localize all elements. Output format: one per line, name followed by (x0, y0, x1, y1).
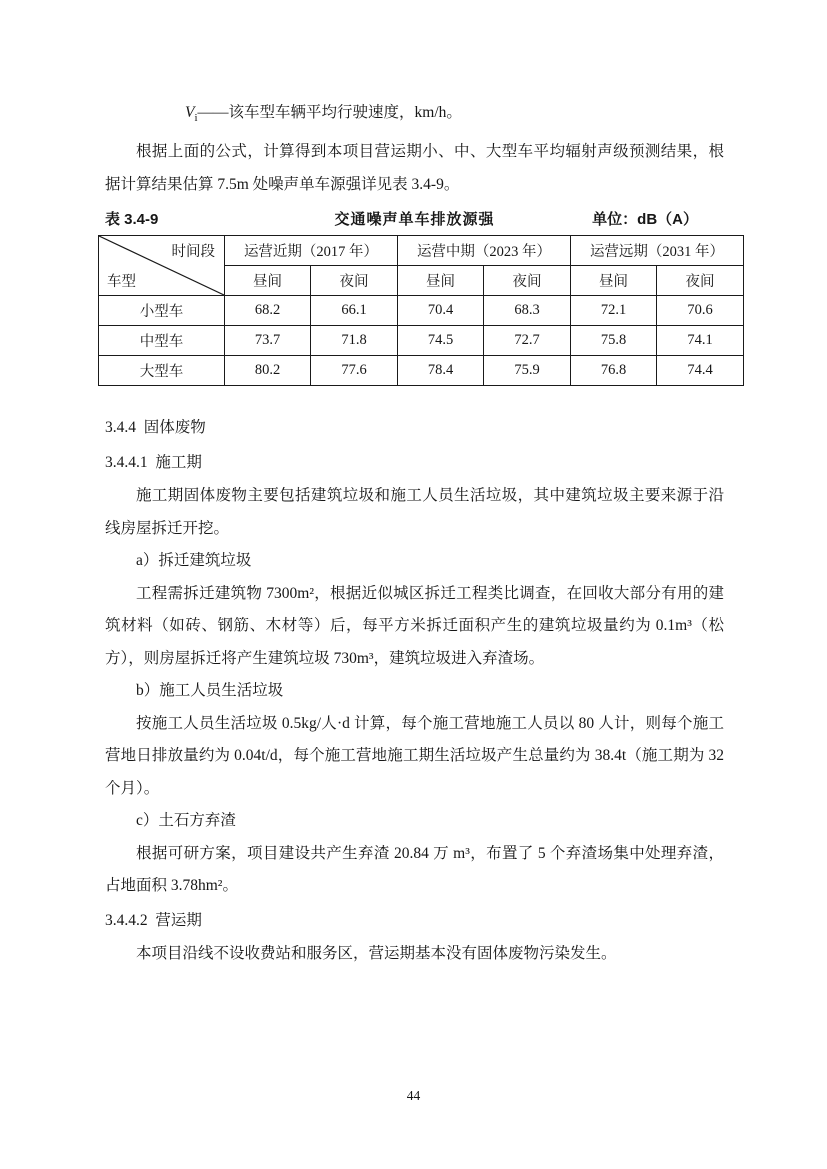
table-caption-label: 表 3.4-9 (105, 211, 159, 229)
table-cell: 74.4 (657, 356, 744, 386)
table-cell: 74.1 (657, 326, 744, 356)
page-number: 44 (406, 1088, 421, 1103)
table-cell: 74.5 (398, 326, 484, 356)
corner-label-vehicle-type: 车型 (107, 274, 136, 291)
table-cell: 75.8 (571, 326, 657, 356)
subheader-night: 夜间 (311, 266, 398, 296)
subheader-day: 昼间 (398, 266, 484, 296)
subheader-day: 昼间 (225, 266, 311, 296)
noise-source-table (98, 235, 744, 386)
corner-header-cell (99, 236, 225, 296)
table-row (99, 356, 744, 386)
table-cell: 72.7 (484, 326, 571, 356)
table-row (99, 326, 744, 356)
table-cell: 70.6 (657, 296, 744, 326)
row-label-medium-vehicle: 中型车 (99, 326, 225, 356)
item-c-paragraph: 根据可研方案，项目建设共产生弃渣 20.84 万 m³，布置了 5 个弃渣场集中处理弃渣，占地面积 3.78hm²。 (105, 844, 724, 895)
subheader-night: 夜间 (657, 266, 744, 296)
table-unit-label: 单位：dB（A） (592, 211, 698, 229)
table-cell: 66.1 (311, 296, 398, 326)
item-c-label: c）土石方弃渣 (136, 812, 236, 830)
table-cell: 71.8 (311, 326, 398, 356)
table-cell: 80.2 (225, 356, 311, 386)
formula-variable-note (105, 96, 724, 135)
table-header-row-groups (99, 236, 744, 266)
table-cell: 72.1 (571, 296, 657, 326)
item-a-label: a）拆迁建筑垃圾 (136, 552, 252, 570)
intro-paragraph: 根据上面的公式，计算得到本项目营运期小、中、大型车平均辐射声级预测结果，根据计算结果估算 7.5m 处噪声单车源强详见表 3.4-9。 (105, 143, 724, 194)
variable-definition: ——该车型车辆平均行驶速度，km/h。 (197, 104, 462, 121)
col-group-far-term: 运营远期（2031 年） (571, 236, 744, 266)
item-b-paragraph: 按施工人员生活垃圾 0.5kg/人·d 计算，每个施工营地施工人员以 80 人计，则每个施工营地日排放量约为 0.04t/d，每个施工营地施工期生活垃圾产生总量约为 38.4t（施工期为 32 个月）。 (105, 714, 724, 797)
table-cell: 70.4 (398, 296, 484, 326)
table-cell: 68.3 (484, 296, 571, 326)
variable-symbol: V (185, 104, 195, 121)
table-cell: 78.4 (398, 356, 484, 386)
subheader-night: 夜间 (484, 266, 571, 296)
variable-subscript: i (194, 112, 198, 125)
row-label-large-vehicle: 大型车 (99, 356, 225, 386)
table-caption (105, 205, 724, 235)
corner-label-period: 时间段 (171, 244, 215, 261)
table-cell: 76.8 (571, 356, 657, 386)
table-cell: 68.2 (225, 296, 311, 326)
table-row (99, 296, 744, 326)
row-label-small-vehicle: 小型车 (99, 296, 225, 326)
construction-waste-intro: 施工期固体废物主要包括建筑垃圾和施工人员生活垃圾，其中建筑垃圾主要来源于沿线房屋拆迁开挖。 (105, 487, 724, 537)
heading-3-4-4: 3.4.4 固体废物 (105, 419, 206, 437)
table-title: 交通噪声单车排放源强 (334, 211, 495, 229)
col-group-mid-term: 运营中期（2023 年） (398, 236, 571, 266)
item-b-label: b）施工人员生活垃圾 (136, 682, 284, 700)
item-a-paragraph: 工程需拆迁建筑物 7300m²，根据近似城区拆迁工程类比调查，在回收大部分有用的建筑材料（如砖、钢筋、木材等）后，每平方米拆迁面积产生的建筑垃圾量约为 0.1m³（松方），则房屋拆迁将产生建筑垃圾 730m³，建筑垃圾进入弃渣场。 (105, 584, 724, 667)
table-cell: 75.9 (484, 356, 571, 386)
table-cell: 77.6 (311, 356, 398, 386)
subheader-day: 昼间 (571, 266, 657, 296)
col-group-near-term: 运营近期（2017 年） (225, 236, 398, 266)
heading-3-4-4-1: 3.4.4.1 施工期 (105, 454, 202, 472)
operation-period-paragraph: 本项目沿线不设收费站和服务区，营运期基本没有固体废物污染发生。 (136, 944, 617, 962)
heading-3-4-4-2: 3.4.4.2 营运期 (105, 911, 202, 929)
table-cell: 73.7 (225, 326, 311, 356)
